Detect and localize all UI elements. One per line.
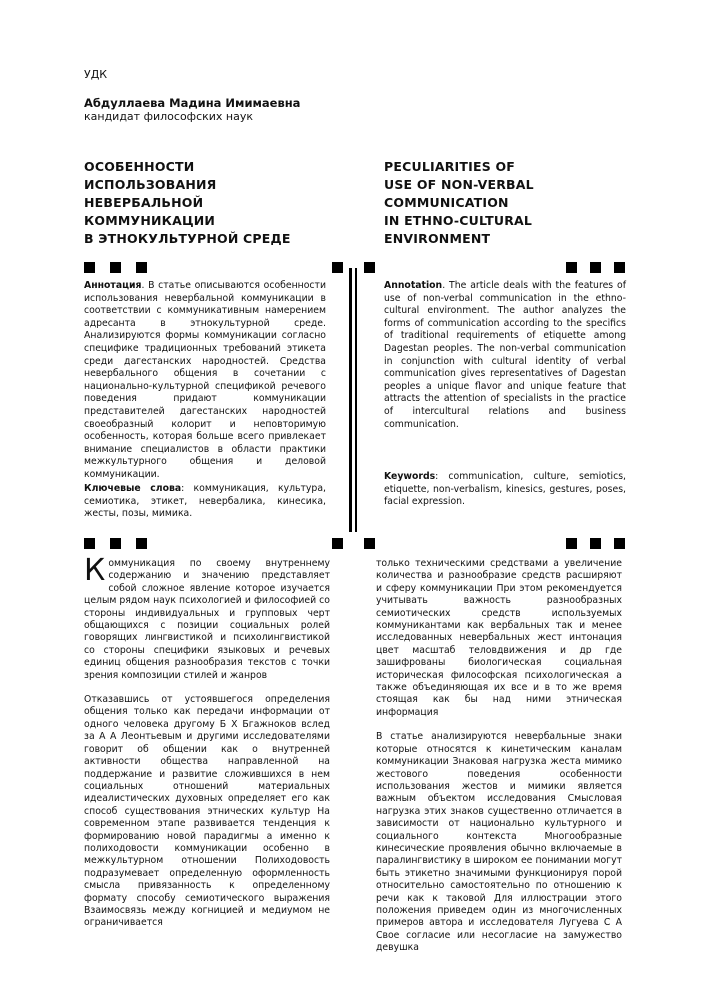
separator-square xyxy=(136,262,147,273)
body-column-left xyxy=(84,553,330,942)
separator-square xyxy=(614,538,625,549)
body-column-right xyxy=(376,558,622,967)
body-paragraph: только техническими средствами а увеличение количества и разнообразие средств расширяют и сферу коммуникации При этом рекомендуется учитывать важность разнообразных семиотических средств используемых коммуникантами как вербальных так и менее исследованных невербальных жест интонация цвет масштаб теловдвижения и др где зашифрованы биологическая социальная историческая философская психологическая а также объединяющая их все и в то же время стоящая как бы над ними этническая информация xyxy=(376,558,622,718)
udk-label: УДК xyxy=(84,68,108,81)
abstract-lead: Annotation xyxy=(384,280,443,291)
separator-square xyxy=(364,538,375,549)
column-divider xyxy=(355,268,357,532)
abstract-lead: Аннотация xyxy=(84,280,142,291)
separator-square xyxy=(364,262,375,273)
abstract-text: . The article deals with the features of use of non-verbal communication in the ethno-cultural environment. The author analyzes the forms of communication according to the specifics of traditional requirements of etiquette among Dagestan peoples. The non-verbal communication in conjunction with cultural identity of verbal communication gives representatives of Dagestan peoples a unique flavor and unique feature that attracts the attention of specialists in the practice of intercultural relations and business communication. xyxy=(384,280,626,430)
author-name: Абдуллаева Мадина Имимаевна xyxy=(84,96,301,110)
title-russian: ОСОБЕННОСТИ ИСПОЛЬЗОВАНИЯ НЕВЕРБАЛЬНОЙ КОММУНИКАЦИИ В ЭТНОКУЛЬТУРНОЙ СРЕДЕ xyxy=(84,159,291,246)
separator-square xyxy=(332,538,343,549)
keywords-text: : коммуникация, культура, семиотика, этикет, невербалика, кинесика, жесты, позы, мимика. xyxy=(84,483,326,520)
abstract-english xyxy=(384,280,626,431)
separator-square xyxy=(566,538,577,549)
separator-square xyxy=(110,262,121,273)
abstract-russian xyxy=(84,280,326,482)
body-paragraph: В статье анализируются невербальные знаки которые относятся к кинетическим каналам коммуникации Знаковая нагрузка жеста мимико жестового поведения особенности использования жестов и мимики является важным объектом исследования Смысловая нагрузка этих знаков существенно отличается в зависимости от национально культурного и социального контекста Многообразные кинесические проявления обычно включаемые в паралингвистику в широком ее понимании могут быть этикетно значимыми функционируя порой относительно самостоятельно по отношению к речи как к таковой Для иллюстрации этого положения приведем один из многочисленных примеров автора и исследователя Лугуева С А Свое согласие или несогласие на замужество девушка xyxy=(376,731,622,954)
keywords-lead: Ключевые слова xyxy=(84,483,182,494)
separator-square xyxy=(84,538,95,549)
separator-square xyxy=(136,538,147,549)
title-english: PECULIARITIES OF USE OF NON-VERBAL COMMUNICATION IN ETHNO-CULTURAL ENVIRONMENT xyxy=(384,159,534,246)
keywords-text: : communication, culture, semiotics, etiquette, non-verbalism, kinesics, gestures, poses, facial expression. xyxy=(384,471,626,508)
separator-square xyxy=(566,262,577,273)
body-paragraph xyxy=(84,553,330,682)
keywords-russian xyxy=(84,483,326,521)
author-degree: кандидат философских наук xyxy=(84,110,254,123)
separator-square xyxy=(84,262,95,273)
body-paragraph: Отказавшись от устоявшегося определения общения только как передачи информации от одного человека другому Б Х Бгажноков вслед за А А Леонтьевым и другими исследователями говорит об общении как о внутренней активности общества направленной на поддержание и развитие сложившихся в нем социальных отношений материальных идеалистических духовных определяет его как способ существования этнических культур На современном этапе развивается тенденция к формированию новой парадигмы а именно к полиходовости коммуникации особенно в межкультурном отношении Полиходовость подразумевает определенную оформленность смысла привязанность к определенному формату способу семиотического выражения Взаимосвязь между когницией и медиумом не ограничивается xyxy=(84,694,330,929)
drop-cap: К xyxy=(84,553,106,588)
separator-square xyxy=(110,538,121,549)
keywords-lead: Keywords xyxy=(384,471,436,482)
keywords-english xyxy=(384,471,626,509)
paragraph-text: оммуникация по своему внутреннему содержанию и значению представляет собой сложное явление которое изучается целым рядом наук психологией и философией со стороны индивидуальных и групповых черт общающихся с позиции социальных ролей говорящих лингвистикой и психолингвистикой со стороны специфики языковых и речевых единиц общения разнообразия текстов с точки зрения композиции стилей и жанров xyxy=(84,558,330,681)
separator-square xyxy=(332,262,343,273)
separator-square xyxy=(590,538,601,549)
separator-square xyxy=(614,262,625,273)
abstract-text: . В статье описываются особенности использования невербальной коммуникации в соответствии с коммуникативным намерением адресанта в этнокультурной среде. Анализируются формы коммуникации согласно специфике традиционных требований этикета среди дагестанских народностей. Средства невербального общения в сочетании с национально-культурной спецификой речевого поведения придают коммуникации представителей дагестанских народностей своеобразный колорит и неповторимую особенность, которая больше всего привлекает внимание специалистов в области практики межкультурного общения и деловой коммуникации. xyxy=(84,280,326,480)
column-divider xyxy=(349,268,352,532)
separator-square xyxy=(590,262,601,273)
